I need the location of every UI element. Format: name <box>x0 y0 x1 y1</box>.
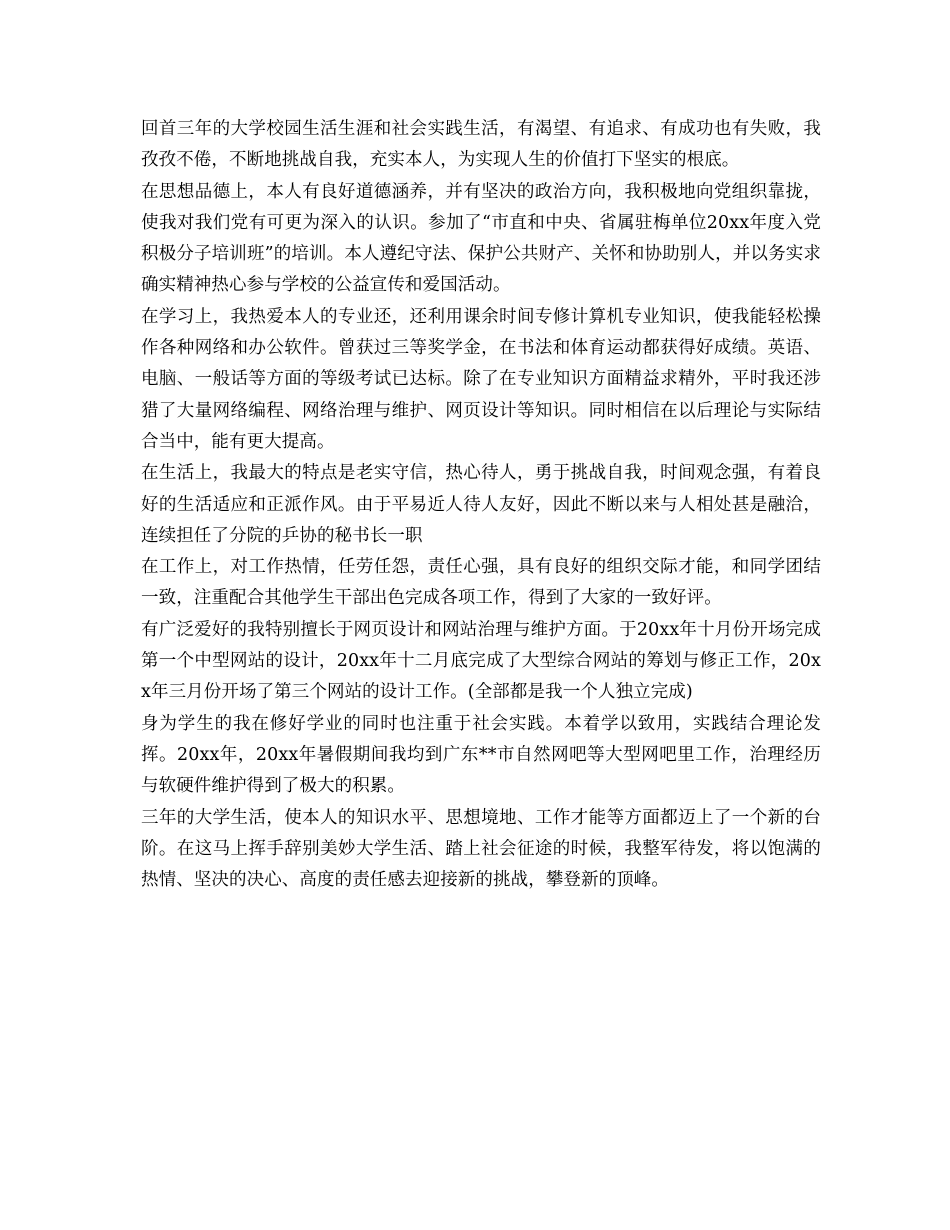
paragraph-reflection: 回首三年的大学校园生活生涯和社会实践生活，有渴望、有追求、有成功也有失败，我孜孜不倦，不断地挑战自我，充实本人，为实现人生的价值打下坚实的根底。 <box>141 119 821 171</box>
document-body <box>141 114 821 896</box>
paragraph-life: 在生活上，我最大的特点是老实守信，热心待人，勇于挑战自我，时间观念强，有着良好的生活适应和正派作风。由于平易近人待人友好，因此不断以来与人相处甚是融洽，连续担任了分院的乒协的秘书长一职 <box>141 463 821 546</box>
paragraph-web-design: 有广泛爱好的我特别擅长于网页设计和网站治理与维护方面。于20xx年十月份开场完成第一个中型网站的设计，20xx年十二月底完成了大型综合网站的筹划与修正工作，20xx年三月份开场了第三个网站的设计工作。(全部都是我一个人独立完成) <box>141 619 821 703</box>
paragraph-moral-character: 在思想品德上，本人有良好道德涵养，并有坚决的政治方向，我积极地向党组织靠拢，使我对我们党有可更为深入的认识。参加了“市直和中央、省属驻梅单位20xx年度入党积极分子培训班”的培训。本人遵纪守法、保护公共财产、关怀和协助别人，并以务实求确实精神热心参与学校的公益宣传和爱国活动。 <box>141 181 821 296</box>
paragraph-study: 在学习上，我热爱本人的专业还，还利用课余时间专修计算机专业知识，使我能轻松操作各种网络和办公软件。曾获过三等奖学金，在书法和体育运动都获得好成绩。英语、电脑、一般话等方面的等级考试已达标。除了在专业知识方面精益求精外，平时我还涉猎了大量网络编程、网络治理与维护、网页设计等知识。同时相信在以后理论与实际结合当中，能有更大提高。 <box>141 306 821 452</box>
paragraph-conclusion: 三年的大学生活，使本人的知识水平、思想境地、工作才能等方面都迈上了一个新的台阶。在这马上挥手辞别美妙大学生活、踏上社会征途的时候，我整军待发，将以饱满的热情、坚决的决心、高度的责任感去迎接新的挑战，攀登新的顶峰。 <box>141 807 821 891</box>
paragraph-social-practice: 身为学生的我在修好学业的同时也注重于社会实践。本着学以致用，实践结合理论发挥。20xx年，20xx年暑假期间我均到广东**市自然网吧等大型网吧里工作，治理经历与软硬件维护得到了极大的积累。 <box>141 713 821 797</box>
paragraph-work: 在工作上，对工作热情，任劳任怨，责任心强，具有良好的组织交际才能，和同学团结一致，注重配合其他学生干部出色完成各项工作，得到了大家的一致好评。 <box>141 557 821 609</box>
